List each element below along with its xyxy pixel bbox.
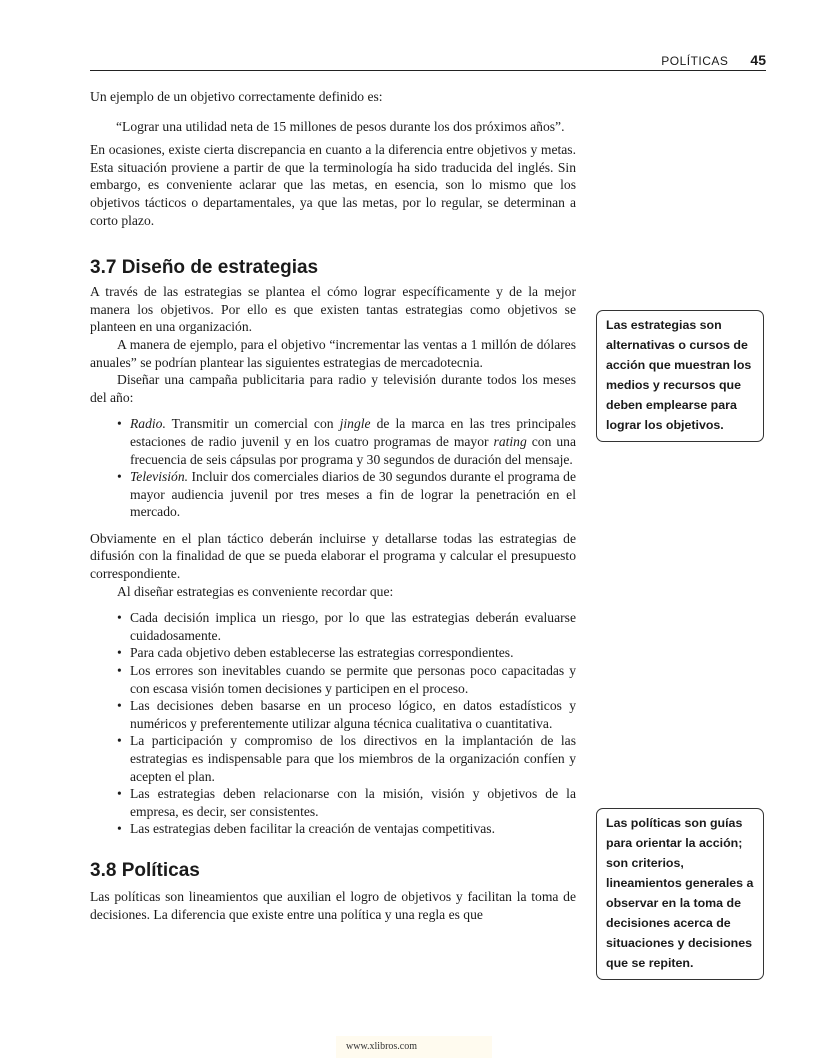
list-item: • Los errores son inevitables cuando se permite que personas poco capacitadas y con escasa visión tomen decisiones y participen en el proceso. <box>117 663 576 696</box>
header-section-title: POLÍTICAS <box>661 54 729 68</box>
section-3-7-paragraph-1: A través de las estrategias se plantea el cómo lograr específicamente y de la mejor manera los objetivos. Por ello es que existen tantas estrategias como objetivos se planteen en una organización. <box>90 284 576 335</box>
list-item: • Las decisiones deben basarse en un proceso lógico, en datos estadísticos y numéricos y preferentemente utilizar alguna técnica cualitativa o cuantitativa. <box>117 698 576 731</box>
list-item: • Televisión. Incluir dos comerciales diarios de 30 segundos durante el programa de mayor audiencia juvenil por tres meses a fin de lograr la penetración en el mercado. <box>117 469 576 520</box>
section-3-7-paragraph-5: Al diseñar estrategias es conveniente recordar que: <box>117 583 394 599</box>
main-text-column <box>90 88 576 923</box>
running-header <box>90 52 766 71</box>
list-item: • Las estrategias deben facilitar la creación de ventajas competitivas. <box>117 821 495 837</box>
list-item-term: Televisión. <box>130 469 189 485</box>
section-3-7-paragraph-4: Obviamente en el plan táctico deberán incluirse y detallarse todas las estrategias de difusión con la finalidad de que se pueda elaborar el programa y calcular el presupuesto correspondiente. <box>90 530 576 582</box>
section-3-7-paragraph-2: A manera de ejemplo, para el objetivo “incrementar las ventas a 1 millón de dólares anuales” se podrían plantear las siguientes estrategias de mercadotecnia. <box>90 336 576 370</box>
intro-paragraph-2: En ocasiones, existe cierta discrepancia en cuanto a la diferencia entre objetivos y metas. Esta situación proviene a partir de que la terminología ha sido traducida del inglés. Sin embargo, es conveniente aclarar que las metas, en esencia, son lo mismo que los objetivos tácticos o departamentales, ya que las metas, por lo regular, se determinan a corto plazo. <box>90 142 576 228</box>
footer-watermark-url: www.xlibros.com <box>336 1036 492 1058</box>
strategy-tips-list <box>90 609 576 838</box>
list-item: • Para cada objetivo deben establecerse las estrategias correspondientes. <box>117 645 514 661</box>
section-3-7-paragraph-3: Diseñar una campaña publicitaria para radio y televisión durante todos los meses del año: <box>90 372 576 405</box>
list-item: • Radio. Transmitir un comercial con jingle de la marca en las tres principales estaciones de radio juvenil y en los cuatro programas de mayor rating con una frecuencia de seis cápsulas por programa y 30 segundos de duración del mensaje. <box>117 416 576 467</box>
intro-paragraph-1: Un ejemplo de un objetivo correctamente definido es: <box>90 89 383 104</box>
margin-note-policies: Las políticas son guías para orientar la acción; son criterios, lineamientos generales a observar en la toma de decisiones acerca de situaciones y decisiones que se repiten. <box>596 808 764 980</box>
list-item: • Las estrategias deben relacionarse con la misión, visión y objetivos de la empresa, es decir, ser consistentes. <box>117 786 576 819</box>
list-item-term: Radio. <box>130 416 166 432</box>
section-3-7-heading: 3.7 Diseño de estrategias <box>90 257 319 279</box>
list-item: • Cada decisión implica un riesgo, por lo que las estrategias deberán evaluarse cuidadosamente. <box>117 610 576 643</box>
margin-note-strategies: Las estrategias son alternativas o cursos de acción que muestran los medios y recursos que deben emplearse para lograr los objetivos. <box>596 310 764 442</box>
list-item: • La participación y compromiso de los directivos en la implantación de las estrategias es indispensable para que los miembros de la organización confíen y acepten el plan. <box>117 733 576 784</box>
section-3-8-heading: 3.8 Políticas <box>90 859 200 881</box>
page-number: 45 <box>750 52 766 68</box>
section-3-8-paragraph-1: Las políticas son lineamientos que auxilian el logro de objetivos y facilitan la toma de decisiones. La diferencia que existe entre una política y una regla es que <box>90 888 576 922</box>
media-strategy-list <box>90 415 576 521</box>
objective-quote: “Lograr una utilidad neta de 15 millones de pesos durante los dos próximos años”. <box>116 118 565 134</box>
